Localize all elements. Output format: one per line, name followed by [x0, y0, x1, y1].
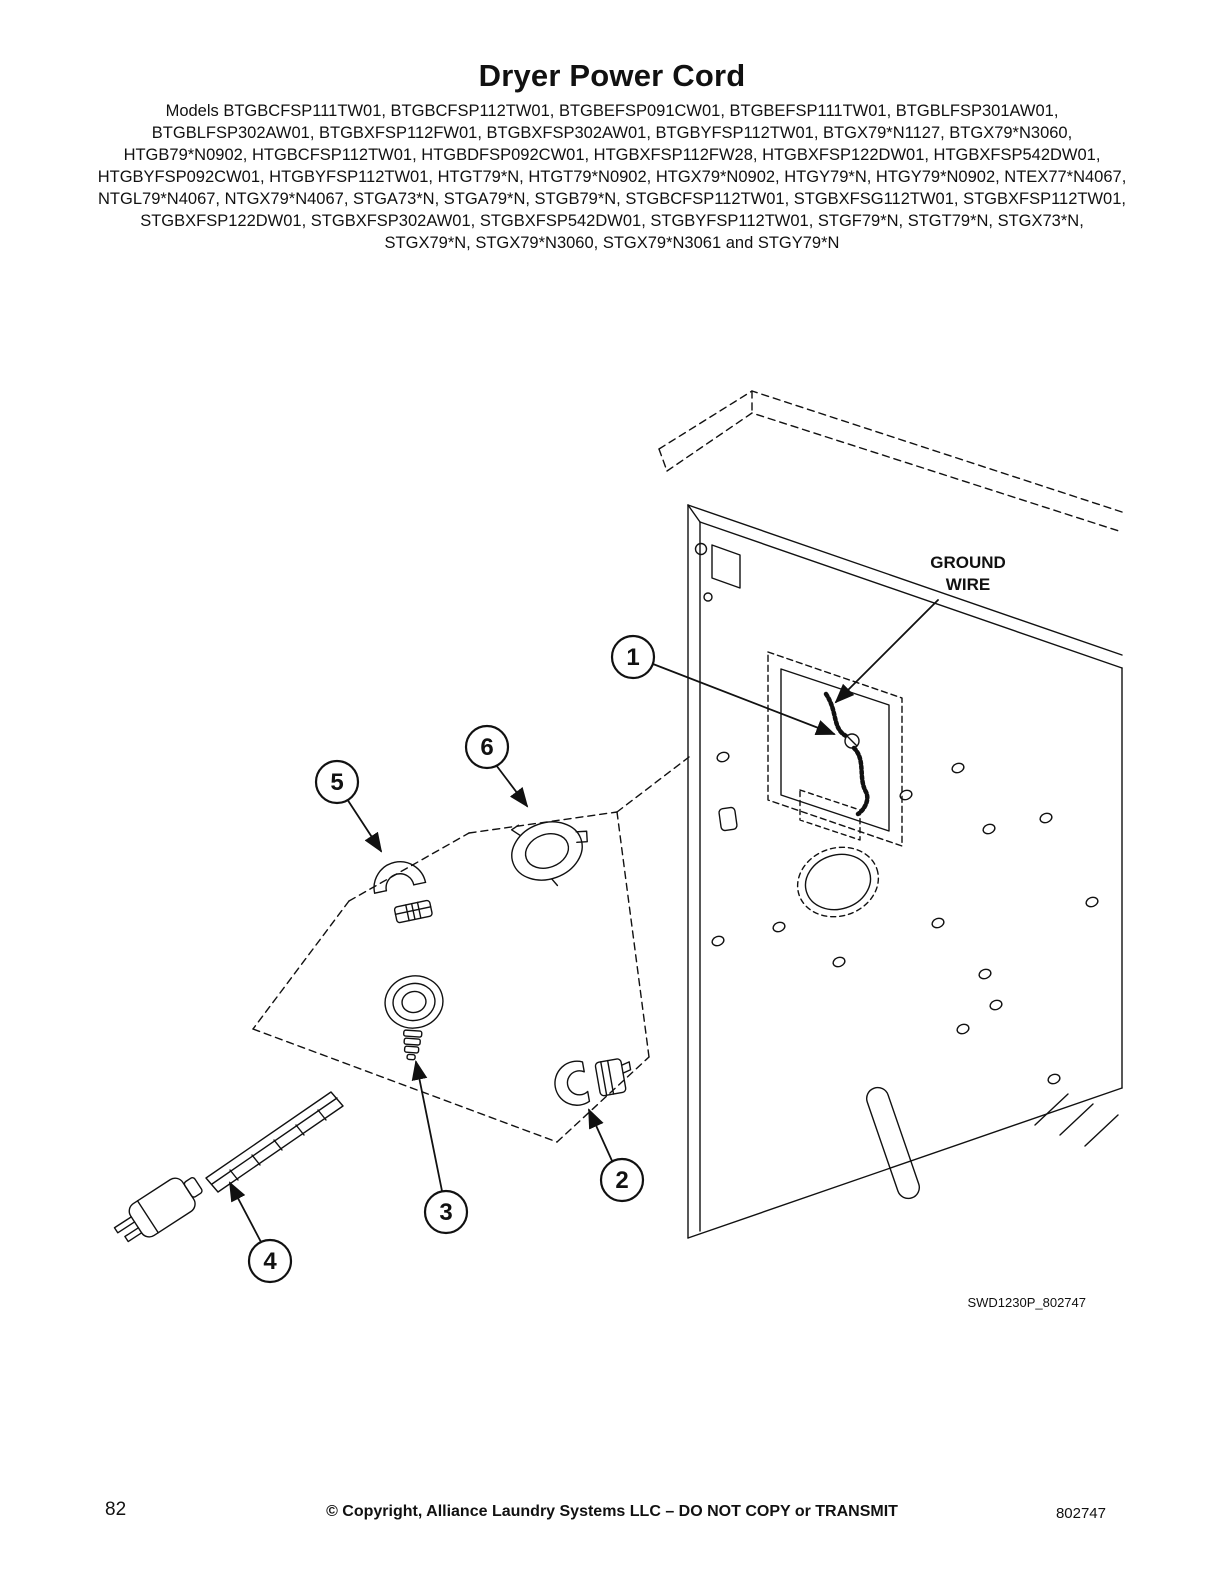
part-cord-clamp: [551, 1052, 635, 1109]
callout-2-number: 2: [615, 1167, 629, 1194]
callout-leaders: [230, 600, 938, 1242]
page-number: 82: [105, 1499, 127, 1520]
ground-wire-arrow: [836, 600, 938, 702]
ground-wire-label-line1: GROUND: [930, 553, 1006, 572]
models-list: Models BTGBCFSP111TW01, BTGBCFSP112TW01, BTGBEFSP091CW01, BTGBEFSP111TW01, BTGBLFSP301AW01, BTGBLFSP302AW01, BTGBXFSP112FW01, BTGBXFSP302AW01, BTGBYFSP112TW01, BTGX79*N1127, BTGX79*N3060, HTGB79*N0902, HTGBCFSP112TW01, HTGBDFSP092CW01, HTGBXFSP112FW28, HTGBXFSP122DW01, HTGBXFSP542DW01, HTGBYFSP092CW01, HTGBYFSP112TW01, HTGT79*N, HTGT79*N0902, HTGX79*N0902, HTGY79*N, HTGY79*N0902, NTEX77*N4067, NTGL79*N4067, NTGX79*N4067, STGA73*N, STGA79*N, STGB79*N, STGBCFSP112TW01, STGBXFSG112TW01, STGBXFSP112TW01, STGBXFSP122DW01, STGBXFSP302AW01, STGBXFSP542DW01, STGBYFSP112TW01, STGF79*N, STGT79*N, STGX73*N, STGX79*N, STGX79*N3060, STGX79*N3061 and STGY79*N: [97, 102, 1127, 252]
callout-6-number: 6: [480, 734, 494, 761]
ground-wire-opening: [768, 652, 902, 846]
callout-1-number: 1: [626, 644, 640, 671]
large-panel-hole: [789, 837, 888, 927]
part-power-cord: [109, 1092, 343, 1251]
parts-diagram: [0, 370, 1224, 1320]
callout-3-number: 3: [439, 1199, 453, 1226]
panel-slot: [864, 1085, 923, 1202]
projection-lines: [253, 757, 689, 1142]
part-strain-relief-clamp: [369, 857, 432, 927]
figure-code: SWD1230P_802747: [967, 1295, 1086, 1310]
doc-number: 802747: [1055, 1505, 1106, 1522]
part-bushing: [502, 804, 601, 897]
ground-wire-drawing: [826, 694, 867, 814]
copyright-notice: © Copyright, Alliance Laundry Systems LLC – DO NOT COPY or TRANSMIT: [326, 1503, 898, 1520]
part-cord-grommet: [381, 971, 453, 1064]
callouts: [249, 636, 654, 1282]
callout-4-number: 4: [263, 1248, 277, 1275]
ground-wire-label-line2: WIRE: [945, 575, 991, 594]
callout-5-number: 5: [330, 769, 344, 796]
page-title: Dryer Power Cord: [478, 58, 746, 93]
cabinet-top-edges: [659, 391, 1122, 532]
rear-panel: [688, 505, 1122, 1238]
parts-diagram-svg: [0, 370, 1224, 1320]
